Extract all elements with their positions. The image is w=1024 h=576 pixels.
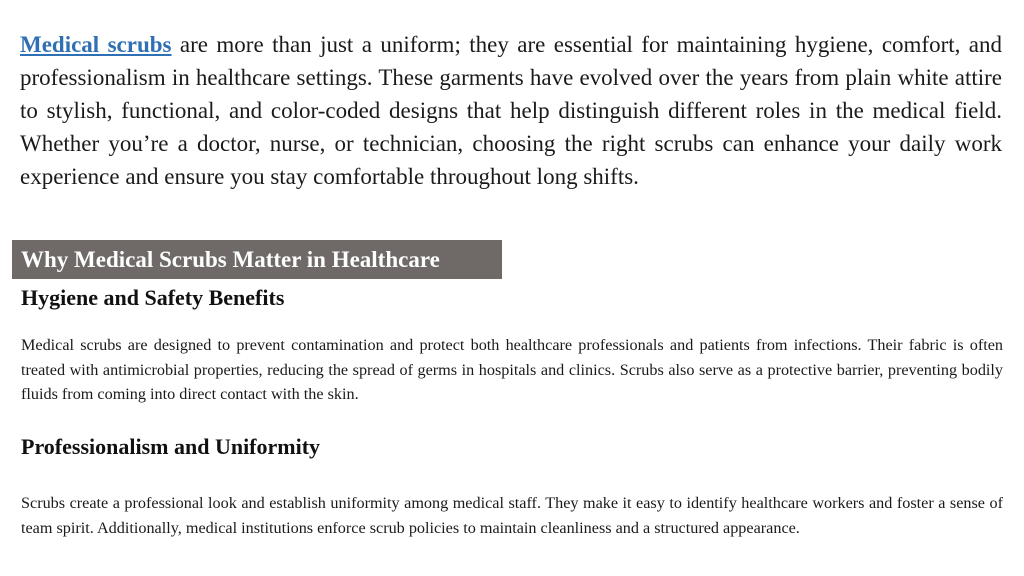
medical-scrubs-link[interactable]: Medical scrubs	[20, 32, 172, 57]
subsection-heading-professionalism: Professionalism and Uniformity	[21, 434, 321, 459]
intro-paragraph	[20, 28, 1002, 193]
subsection-body-professionalism: Scrubs create a professional look and establish uniformity among medical staff. They make it easy to identify healthcare workers and foster a sense of team spirit. Additionally, medical institutions enforce scrub policies to maintain cleanliness and a structured appearance.	[21, 494, 1003, 537]
intro-text: are more than just a uniform; they are essential for maintaining hygiene, comfort, and professionalism in healthcare settings. These garments have evolved over the years from plain white attire to stylish, functional, and color-coded designs that help distinguish different roles in the medical field. Whether you’re a doctor, nurse, or technician, choosing the right scrubs can enhance your daily work experience and ensure you stay comfortable throughout long shifts.	[20, 32, 1002, 189]
subsection-body-hygiene: Medical scrubs are designed to prevent contamination and protect both healthcare professionals and patients from infections. Their fabric is often treated with antimicrobial properties, reducing the spread of germs in hospitals and clinics. Scrubs also serve as a protective barrier, preventing bodily fluids from coming into direct contact with the skin.	[21, 336, 1003, 403]
section-heading-bar: Why Medical Scrubs Matter in Healthcare	[12, 240, 502, 279]
subsection-heading-hygiene: Hygiene and Safety Benefits	[21, 285, 285, 310]
